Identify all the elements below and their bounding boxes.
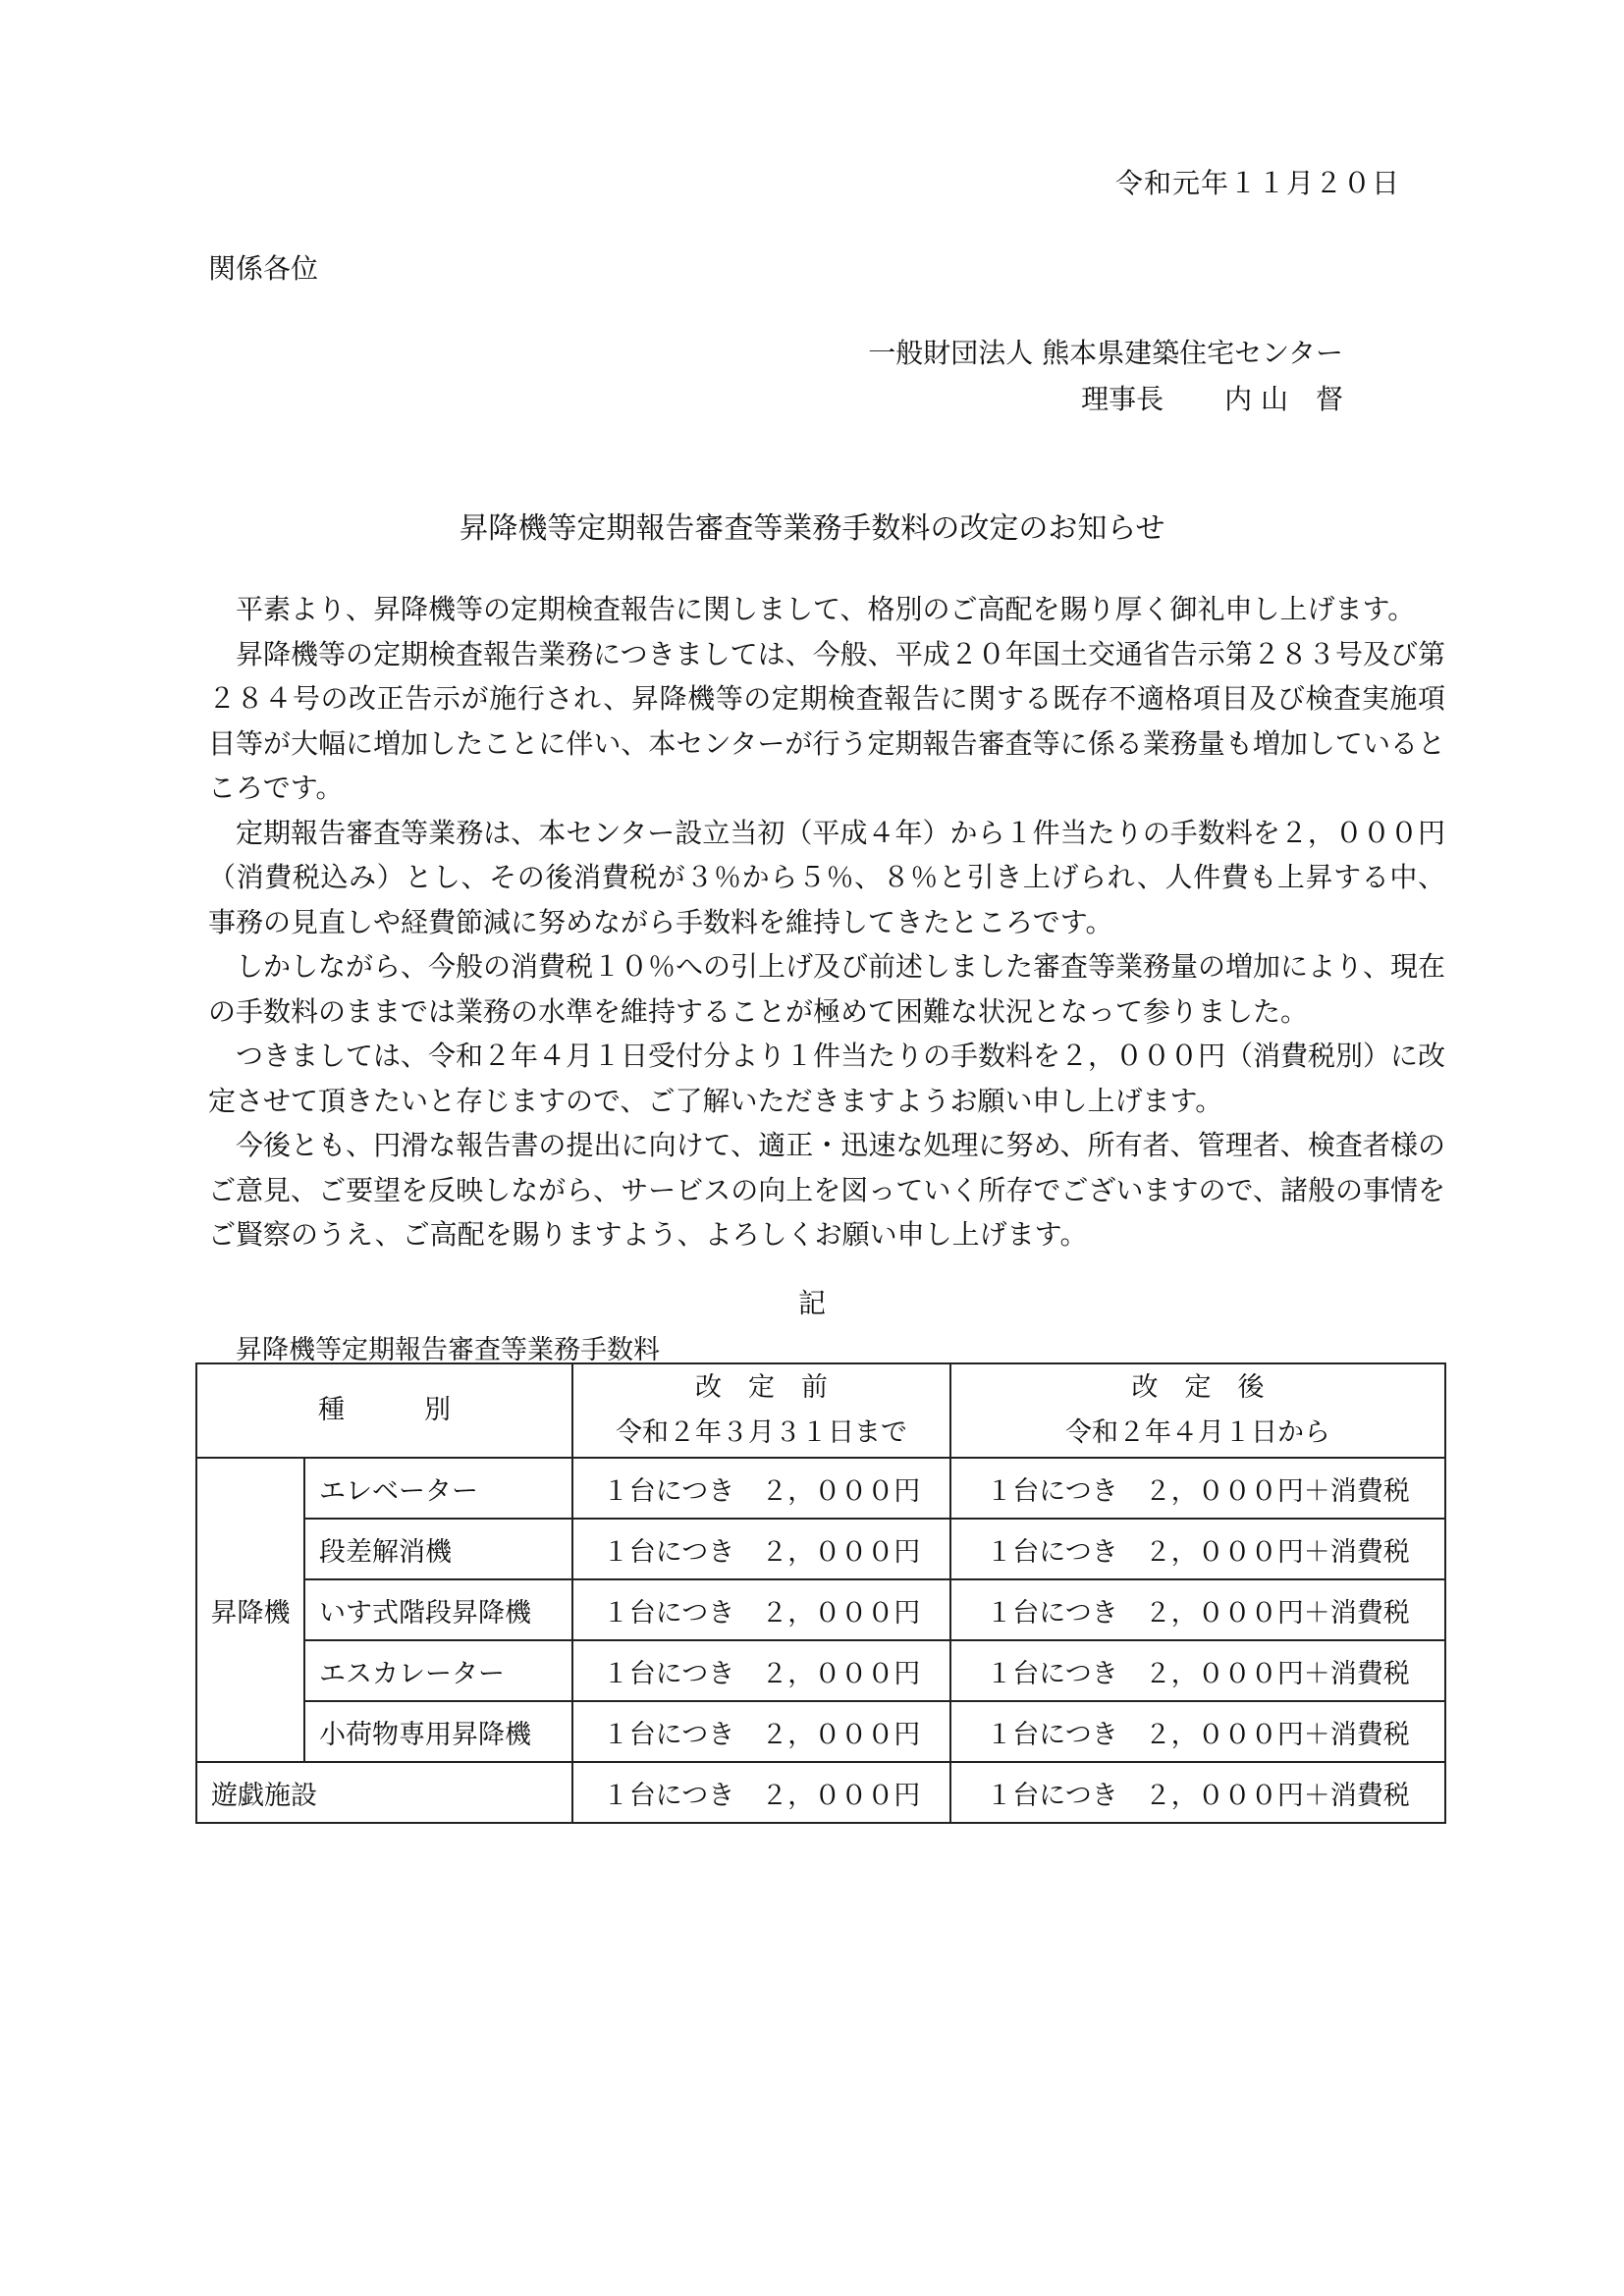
table-row [196, 1579, 1445, 1640]
header-after-label: 改 定 後 [1131, 1372, 1265, 1403]
table-row [196, 1458, 1445, 1519]
header-after-sub: 令和２年４月１日から [1065, 1417, 1330, 1448]
header-before-label: 改 定 前 [695, 1372, 828, 1403]
row-before: １台につき ２，０００円 [572, 1579, 950, 1640]
fee-table [195, 1362, 1446, 1824]
table-header-row [196, 1363, 1445, 1458]
notice-body [208, 587, 1445, 1257]
sender-title: 理事長 [1081, 383, 1164, 415]
row-before: １台につき ２，０００円 [572, 1519, 950, 1579]
paragraph-5: つきましては、令和２年４月１日受付分より１件当たりの手数料を２，０００円（消費税別）に改定させて頂きたいと存じますので、ご了解いただきますようお願い申し上げます。 [208, 1040, 1446, 1117]
header-after [950, 1363, 1445, 1458]
paragraph-4: しかしながら、今般の消費税１０％への引上げ及び前述しました審査等業務量の増加により、現在の手数料のままでは業務の水準を維持することが極めて困難な状況となって参りました。 [208, 950, 1446, 1028]
row-before: １台につき ２，０００円 [572, 1762, 950, 1823]
ki-heading: 記 [797, 1287, 826, 1319]
paragraph-1: 平素より、昇降機等の定期検査報告に関しまして、格別のご高配を賜り厚く御礼申し上げます。 [236, 593, 1416, 625]
row-after: １台につき ２，０００円＋消費税 [950, 1519, 1445, 1579]
notice-title: 昇降機等定期報告審査等業務手数料の改定のお知らせ [459, 511, 1165, 546]
row-after: １台につき ２，０００円＋消費税 [950, 1458, 1445, 1519]
paragraph-6: 今後とも、円滑な報告書の提出に向けて、適正・迅速な処理に努め、所有者、管理者、検査者様のご意見、ご要望を反映しながら、サービスの向上を図っていく所存でございますので、諸般の事情をご賢察のうえ、ご高配を賜りますよう、よろしくお願い申し上げます。 [208, 1129, 1445, 1251]
row-after: １台につき ２，０００円＋消費税 [950, 1762, 1445, 1823]
row-name: エスカレーター [304, 1640, 572, 1701]
table-caption: 昇降機等定期報告審査等業務手数料 [236, 1335, 660, 1365]
row-name: 遊戯施設 [196, 1762, 572, 1823]
row-before: １台につき ２，０００円 [572, 1458, 950, 1519]
row-after: １台につき ２，０００円＋消費税 [950, 1701, 1445, 1762]
recipient: 関係各位 [208, 252, 319, 285]
row-name: 段差解消機 [304, 1519, 572, 1579]
sender-name: 内 山 督 [1224, 383, 1343, 415]
header-type: 種 別 [196, 1363, 572, 1458]
row-before: １台につき ２，０００円 [572, 1701, 950, 1762]
row-name: 小荷物専用昇降機 [304, 1701, 572, 1762]
paragraph-3: 定期報告審査等業務は、本センター設立当初（平成４年）から１件当たりの手数料を２，０００円（消費税込み）とし、その後消費税が３％から５％、８％と引き上げられ、人件費も上昇する中、事務の見直しや経費節減に努めながら手数料を維持してきたところです。 [208, 816, 1445, 938]
row-before: １台につき ２，０００円 [572, 1640, 950, 1701]
sender-signature [1081, 378, 1343, 417]
sender-organization: 一般財団法人 熊本県建築住宅センター [868, 337, 1343, 369]
row-name: いす式階段昇降機 [304, 1579, 572, 1640]
row-after: １台につき ２，０００円＋消費税 [950, 1640, 1445, 1701]
group-label: 昇降機 [196, 1458, 304, 1762]
table-row [196, 1762, 1445, 1823]
table-row [196, 1519, 1445, 1579]
header-before [572, 1363, 950, 1458]
header-before-sub: 令和２年３月３１日まで [616, 1417, 907, 1448]
document-date: 令和元年１１月２０日 [1114, 167, 1400, 199]
row-after: １台につき ２，０００円＋消費税 [950, 1579, 1445, 1640]
row-name: エレベーター [304, 1458, 572, 1519]
paragraph-2: 昇降機等の定期検査報告業務につきましては、今般、平成２０年国土交通省告示第２８３号及び第２８４号の改正告示が施行され、昇降機等の定期検査報告に関する既存不適格項目及び検査実施項目等が大幅に増加したことに伴い、本センターが行う定期報告審査等に係る業務量も増加しているところです。 [208, 637, 1445, 804]
table-row [196, 1640, 1445, 1701]
table-row [196, 1701, 1445, 1762]
